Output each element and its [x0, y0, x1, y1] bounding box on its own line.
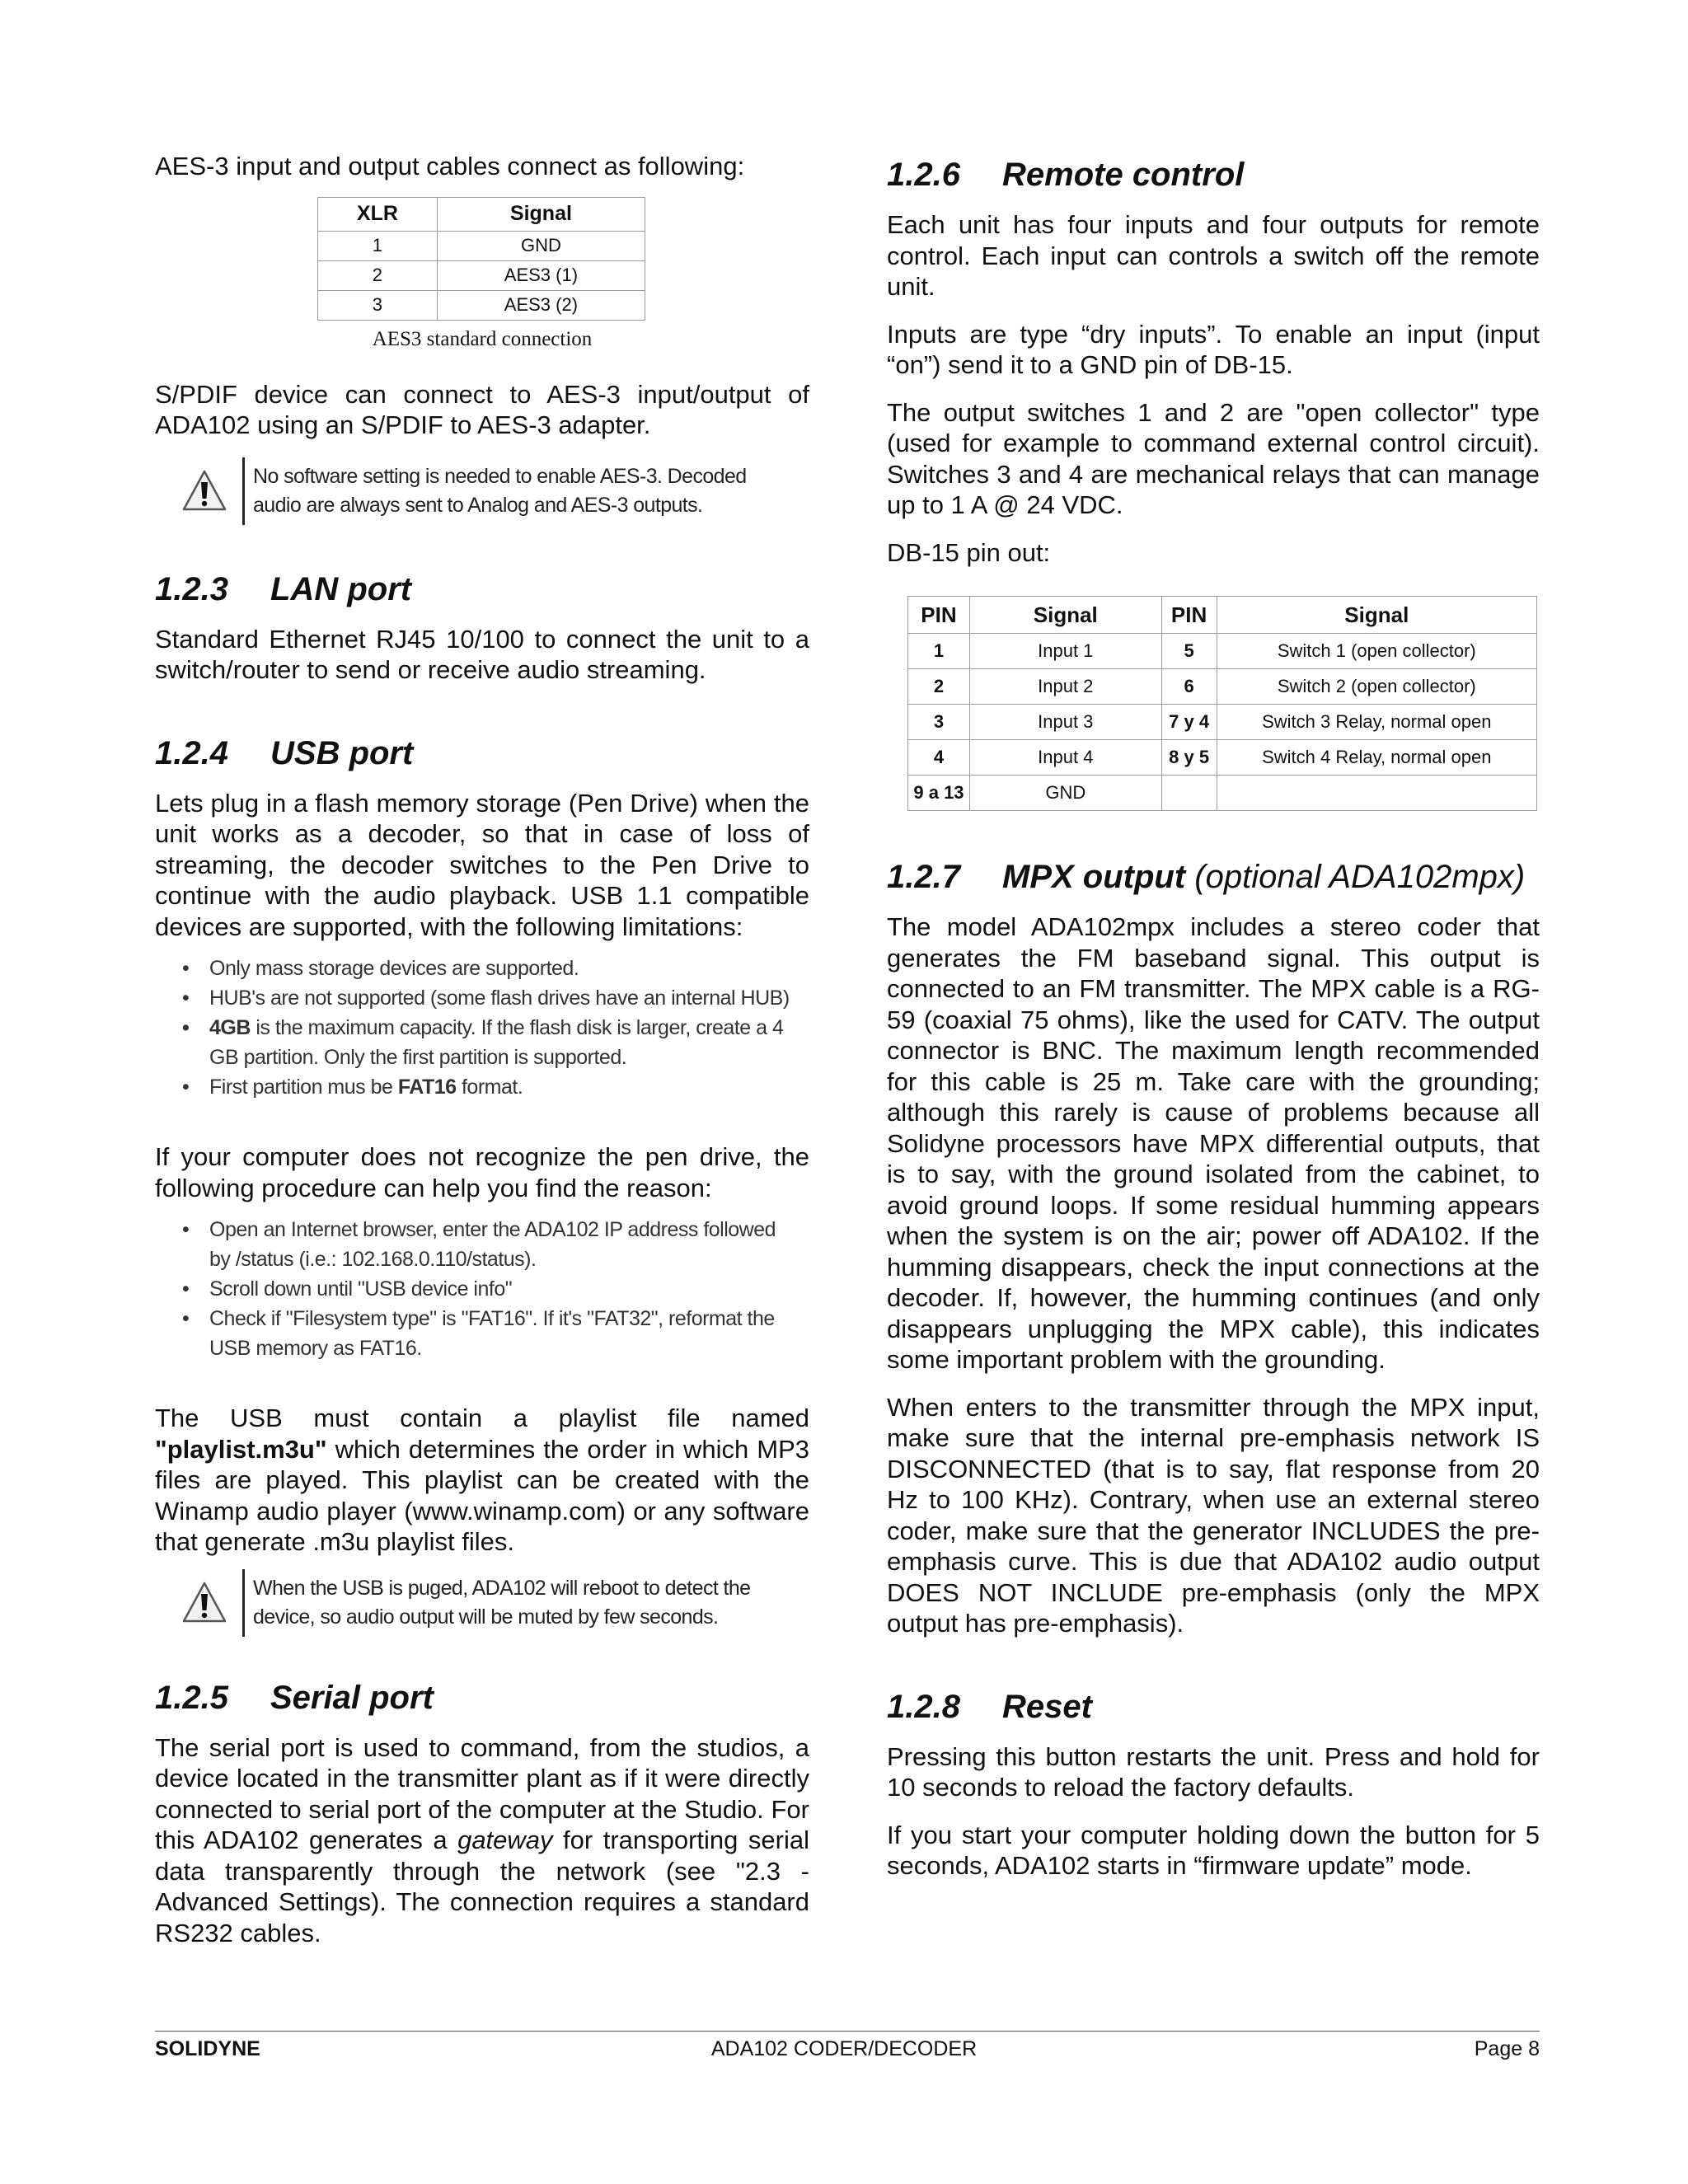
usb-reboot-note — [155, 1569, 809, 1637]
section-number: 1.2.6 — [887, 157, 960, 193]
table-cell: 2 — [908, 669, 970, 705]
warning-icon — [181, 468, 227, 514]
list-item: • First partition mus be FAT16 format. — [182, 1076, 523, 1099]
section-title: Serial port — [270, 1679, 434, 1716]
table-header: Signal — [437, 197, 645, 231]
aes-intro: AES-3 input and output cables connect as following: — [155, 152, 745, 180]
reset-text-1: Pressing this button restarts the unit. Press and hold for 10 seconds to reload the factory defaults. — [887, 1741, 1540, 1802]
table-cell: 4 — [908, 740, 970, 776]
section-title: MPX output (optional ADA102mpx) — [1002, 859, 1526, 895]
lan-text: Standard Ethernet RJ45 10/100 to connect the unit to a switch/router to send or receive audio streaming. — [155, 624, 809, 684]
table-row — [318, 231, 645, 260]
list-item: • HUB's are not supported (some flash drives have an internal HUB) — [182, 987, 790, 1010]
footer-divider — [155, 2031, 1540, 2032]
section-title: LAN port — [270, 570, 412, 607]
section-heading-serial — [155, 1678, 809, 1718]
list-item: • Check if "Filesystem type" is "FAT16". If it's "FAT32", reformat the USB memory as FAT16. — [182, 1307, 775, 1360]
section-number: 1.2.5 — [155, 1679, 228, 1716]
right-column — [887, 151, 1540, 1898]
mpx-text-1: The model ADA102mpx includes a stereo coder that generates the FM baseband signal. This output is connected to an FM transmitter. The MPX cable is a RG-59 (coaxial 75 ohms), like the used for CATV. The output connector is BNC. The maximum length recommended for this cable is 25 m. Take care with the grounding; although this rarely is cause of problems because all Solidyne processors have MPX differential outputs, that is to say, with the ground isolated from the cabinet, to avoid ground loops. If some residual humming appears when the system is on the air; power off ADA102. If the humming disappears, check the input connections at the decoder. If, however, the humming continues (and only disappears unplugging the MPX cable), this indicates some important problem with the grounding. — [887, 912, 1540, 1374]
warning-icon — [181, 1580, 227, 1626]
remote-text-3: The output switches 1 and 2 are "open collector" type (used for example to command external control circuit). Switches 3 and 4 are mechanical relays that can manage up to 1 A @ 24 VDC. — [887, 397, 1540, 519]
table-header: PIN — [908, 597, 970, 634]
list-item: • Scroll down until "USB device info" — [182, 1277, 513, 1301]
table-row — [318, 260, 645, 290]
table-row — [908, 740, 1537, 776]
note-text: audio are always sent to Analog and AES-3 outputs. — [253, 493, 703, 517]
table-cell: Switch 4 Relay, normal open — [1217, 740, 1536, 776]
table-cell: GND — [437, 231, 645, 260]
usb-text: Lets plug in a flash memory storage (Pen Drive) when the unit works as a decoder, so that in case of loss of streaming, the decoder switches to the Pen Drive to continue with the audio playback. USB 1.1 compatible devices are supported, with the following limitations: — [155, 788, 809, 941]
db15-pinout-table — [907, 596, 1537, 811]
section-heading-usb — [155, 733, 809, 773]
table-cell: GND — [969, 776, 1161, 811]
table-cell: 1 — [318, 231, 438, 260]
note-text: No software setting is needed to enable AES-3. Decoded — [253, 464, 747, 488]
table-cell: Input 2 — [969, 669, 1161, 705]
left-column — [155, 151, 809, 1965]
table-cell: Switch 1 (open collector) — [1217, 634, 1536, 669]
table-cell: Input 1 — [969, 634, 1161, 669]
table-cell — [1161, 776, 1217, 811]
table-cell: 5 — [1161, 634, 1217, 669]
section-number: 1.2.8 — [887, 1688, 960, 1725]
section-heading-reset — [887, 1687, 1540, 1727]
table-cell: Input 4 — [969, 740, 1161, 776]
table-row — [908, 669, 1537, 705]
page-number: Page 8 — [1474, 2037, 1540, 2060]
reset-text-2: If you start your computer holding down the button for 5 seconds, ADA102 starts in “firmware update” mode. — [887, 1820, 1540, 1880]
list-item: • Only mass storage devices are supported. — [182, 957, 579, 980]
table-cell: 7 y 4 — [1161, 705, 1217, 740]
section-number: 1.2.3 — [155, 570, 228, 607]
table-cell: Input 3 — [969, 705, 1161, 740]
remote-text-4: DB-15 pin out: — [887, 537, 1051, 567]
table-cell: 8 y 5 — [1161, 740, 1217, 776]
table-cell: AES3 (1) — [437, 260, 645, 290]
table-cell: 9 a 13 — [908, 776, 970, 811]
table-cell: 3 — [908, 705, 970, 740]
table-cell: 6 — [1161, 669, 1217, 705]
aes-note — [155, 457, 809, 525]
footer-brand: SOLIDYNE — [155, 2037, 260, 2060]
recognize-text: If your computer does not recognize the pen drive, the following procedure can help you find the reason: — [155, 1142, 809, 1202]
table-header: Signal — [1217, 597, 1536, 634]
table-cell: 3 — [318, 290, 438, 320]
list-item: • Open an Internet browser, enter the ADA102 IP address followed by /status (i.e.: 102.168.0.110/status). — [182, 1218, 776, 1271]
note-text: device, so audio output will be muted by few seconds. — [253, 1605, 719, 1629]
table-row — [908, 705, 1537, 740]
table-cell: 1 — [908, 634, 970, 669]
section-heading-mpx — [887, 857, 1540, 897]
section-heading-lan — [155, 569, 809, 609]
table-cell: Switch 2 (open collector) — [1217, 669, 1536, 705]
table-row — [318, 290, 645, 320]
table-cell — [1217, 776, 1536, 811]
section-number: 1.2.4 — [155, 734, 228, 771]
spdif-text: S/PDIF device can connect to AES-3 input/output of ADA102 using an S/PDIF to AES-3 adapter. — [155, 379, 809, 439]
table-header: PIN — [1161, 597, 1217, 634]
section-title: Reset — [1002, 1688, 1092, 1725]
section-number: 1.2.7 — [887, 859, 960, 895]
list-item: • 4GB is the maximum capacity. If the flash disk is larger, create a 4 GB partition. Only the first partition is supported. — [182, 1016, 784, 1069]
mpx-text-2: When enters to the transmitter through the MPX input, make sure that the internal pre-emphasis network IS DISCONNECTED (that is to say, flat response from 20 Hz to 100 KHz). Contrary, when use an external stereo coder, make sure that the generator INCLUDES the pre-emphasis curve. This is due that ADA102 audio output DOES NOT INCLUDE pre-emphasis (only the MPX output has pre-emphasis). — [887, 1392, 1540, 1638]
section-title: USB port — [270, 734, 414, 771]
usb-procedure-list — [155, 1215, 809, 1363]
serial-text: The serial port is used to command, from the studios, a device located in the transmitter plant as if it were directly connected to serial port of the computer at the Studio. For this ADA102 generates a gateway for transporting serial data transparently through the network (see "2.3 - Advanced Settings). The connection requires a standard RS232 cables. — [155, 1732, 809, 1947]
note-text: When the USB is puged, ADA102 will reboot to detect the — [253, 1576, 751, 1600]
table-row — [908, 776, 1537, 811]
playlist-text: The USB must contain a playlist file named "playlist.m3u" which determines the order in which MP3 files are played. This playlist can be created with the Winamp audio player (www.winamp.com) or any software that generate .m3u playlist files. — [155, 1404, 809, 1556]
section-title: Remote control — [1002, 157, 1245, 193]
section-heading-remote — [887, 155, 1540, 194]
table-cell: Switch 3 Relay, normal open — [1217, 705, 1536, 740]
table-cell: AES3 (2) — [437, 290, 645, 320]
table-header: Signal — [969, 597, 1161, 634]
remote-text-1: Each unit has four inputs and four outputs for remote control. Each input can controls a switch off the remote unit. — [887, 210, 1540, 301]
aes-connection-table — [317, 197, 645, 321]
aes-table-caption: AES3 standard connection — [372, 327, 593, 350]
table-header: XLR — [318, 197, 438, 231]
table-cell: 2 — [318, 260, 438, 290]
remote-text-2: Inputs are type “dry inputs”. To enable an input (input “on”) send it to a GND pin of DB-15. — [887, 319, 1540, 379]
usb-limitations-list — [155, 954, 809, 1102]
table-row — [908, 634, 1537, 669]
footer-title: ADA102 CODER/DECODER — [710, 2037, 978, 2060]
